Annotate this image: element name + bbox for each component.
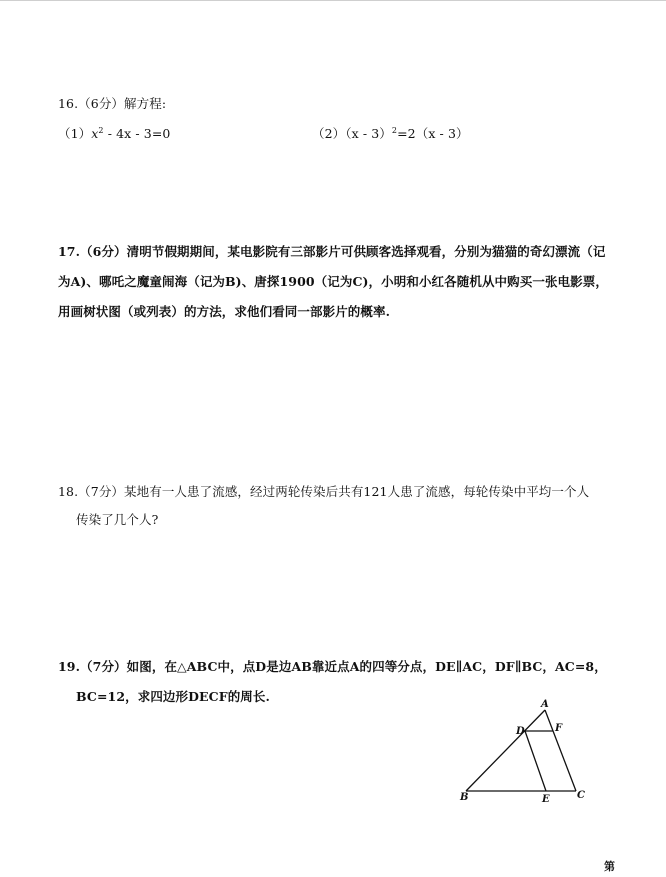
triangle-figure: [456, 696, 596, 808]
q16-part1-exponent: 2: [98, 125, 104, 135]
label-B: B: [460, 792, 469, 803]
segment-AB: [466, 710, 545, 791]
q16-part2-exponent: 2: [391, 125, 398, 135]
q16-part1-num: （1）: [58, 126, 92, 141]
q16-part2-rest: =2（x - 3）: [397, 126, 469, 141]
label-F: F: [555, 723, 563, 734]
q16-part1: [58, 124, 170, 142]
label-E: E: [542, 794, 550, 805]
top-border: [0, 0, 666, 1]
page-footer: 第: [604, 860, 615, 873]
q17-line3: 用画树状图（或列表）的方法，求他们看同一部影片的概率.: [58, 304, 391, 319]
label-A: A: [541, 699, 549, 710]
label-D: D: [516, 726, 525, 737]
q16-part1-rest: - 4x - 3=0: [103, 126, 171, 141]
q18-line2: 传染了几个人?: [76, 512, 159, 527]
q19-line2: BC=12，求四边形DECF的周长.: [76, 689, 270, 704]
segment-DE: [525, 731, 546, 791]
q16-title: 16.（6分）解方程:: [58, 96, 167, 111]
q19-line1: 19.（7分）如图，在△ABC中，点D是边AB靠近点A的四等分点，DE∥AC，DF∥BC，AC=8，: [58, 659, 607, 674]
q18-line1: 18.（7分）某地有一人患了流感，经过两轮传染后共有121人患了流感，每轮传染中平均一个人: [58, 484, 590, 499]
q16-part2: [312, 124, 469, 142]
q16-part1-var: x: [91, 126, 99, 141]
q16-part2-num: （2）（x - 3）: [312, 126, 392, 141]
triangle-diagram: [456, 696, 596, 808]
q17-line1: 17.（6分）清明节假期期间，某电影院有三部影片可供顾客选择观看，分别为猫猫的奇幻漂流（记: [58, 244, 606, 259]
label-C: C: [577, 790, 585, 801]
q17-line2: 为A)、哪吒之魔童闹海（记为B)、唐探1900（记为C)，小明和小红各随机从中购买一张电影票，: [58, 274, 608, 289]
